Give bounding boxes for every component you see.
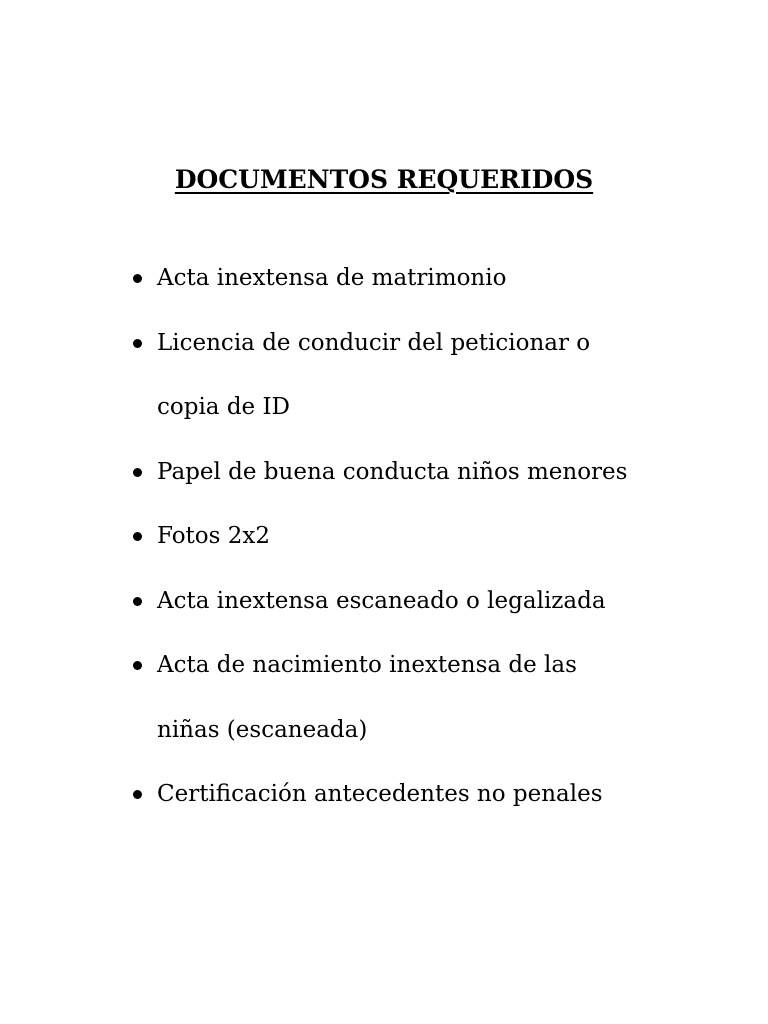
bullet-icon xyxy=(133,597,142,606)
bullet-icon xyxy=(133,532,142,541)
bullet-icon xyxy=(133,274,142,283)
bullet-icon xyxy=(133,790,142,799)
list-item xyxy=(130,504,690,569)
bullet-icon xyxy=(133,339,142,348)
list-item xyxy=(130,762,690,827)
list-item xyxy=(130,440,690,505)
list-item xyxy=(130,633,690,762)
list-item xyxy=(130,311,690,440)
list-item-text: Certificación antecedentes no penales xyxy=(157,781,603,807)
bullet-icon xyxy=(133,468,142,477)
list-item-text: Papel de buena conducta niños menores xyxy=(157,458,628,485)
list-item xyxy=(130,569,690,634)
bullet-icon xyxy=(133,661,142,670)
list-item xyxy=(130,246,690,311)
list-item-text: Fotos 2x2 xyxy=(157,523,270,549)
required-documents-list xyxy=(130,246,690,827)
document-title: DOCUMENTOS REQUERIDOS xyxy=(174,165,594,194)
list-item-text: Acta de nacimiento inextensa de las xyxy=(157,652,577,678)
list-item-text-continuation: copia de ID xyxy=(157,394,291,420)
list-item-text: Acta inextensa escaneado o legalizada xyxy=(157,587,606,614)
list-item-text: Licencia de conducir del peticionar o xyxy=(157,329,591,356)
list-item-text-continuation: niñas (escaneada) xyxy=(157,716,368,743)
list-item-text: Acta inextensa de matrimonio xyxy=(157,265,507,291)
